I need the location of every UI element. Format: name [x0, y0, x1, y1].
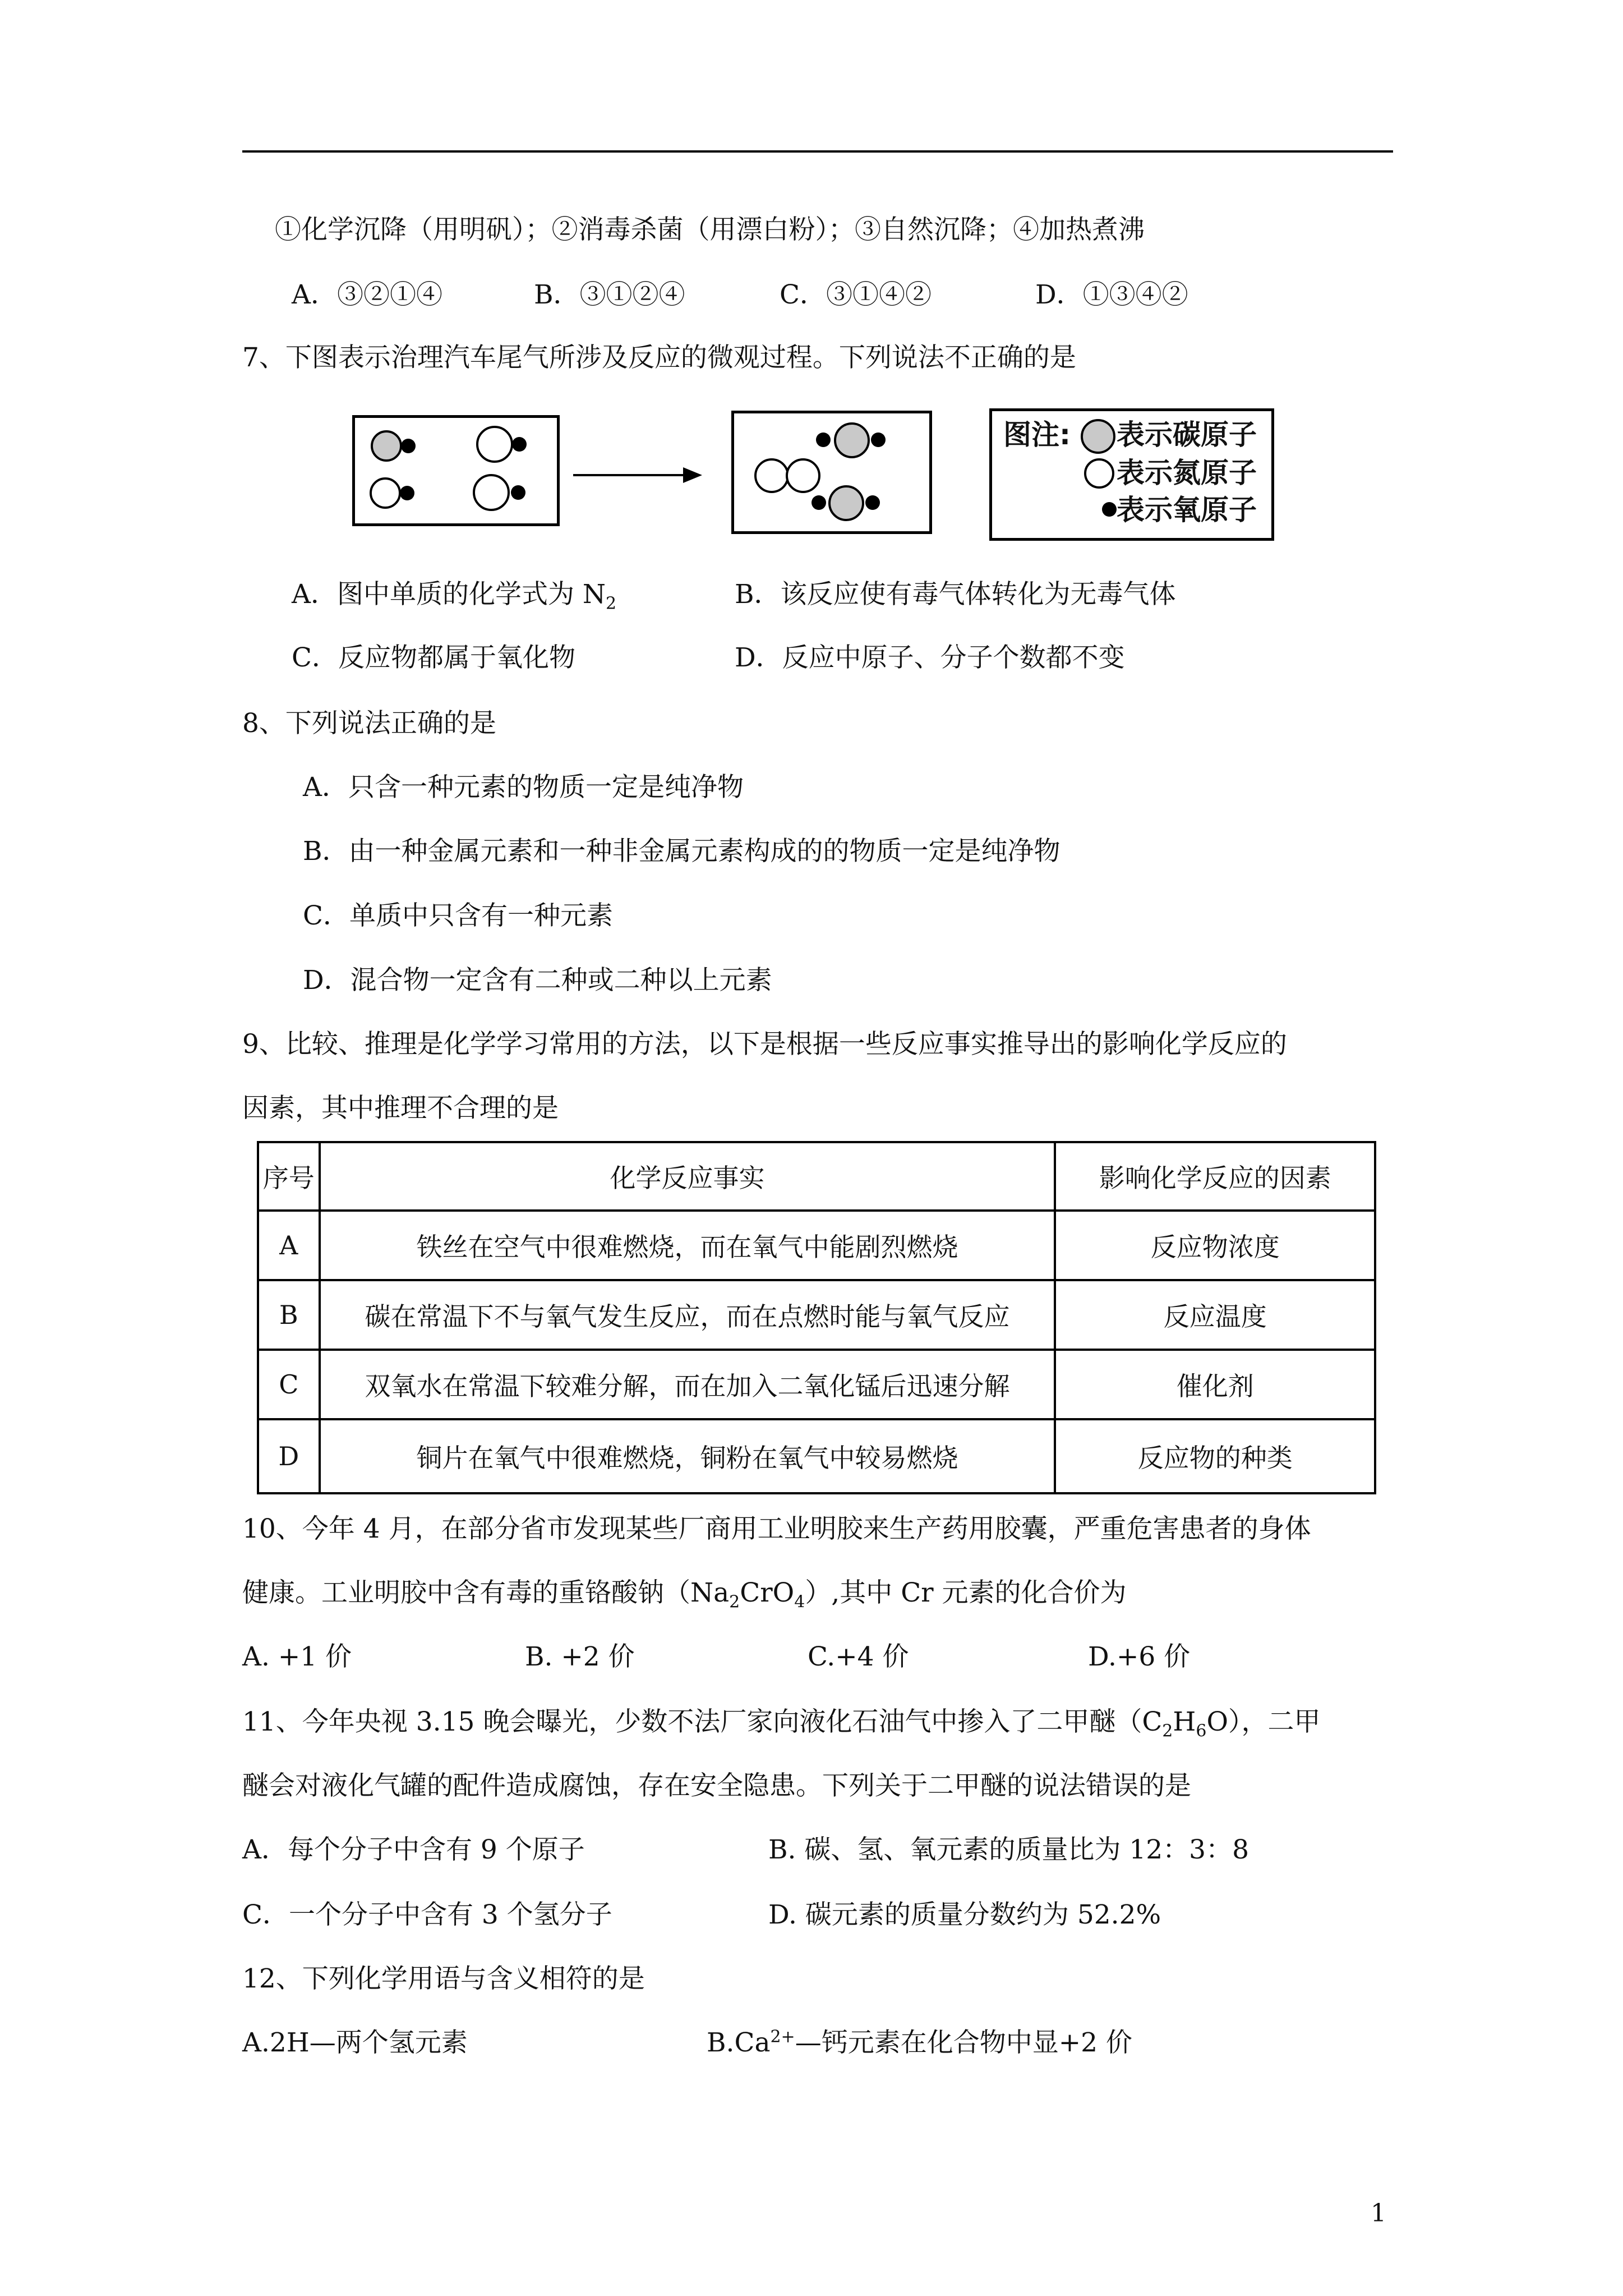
nitrogen-atom	[786, 458, 820, 493]
q9-stem-line2: 因素，其中推理不合理的是	[242, 1093, 559, 1124]
carbon-atom	[828, 485, 864, 521]
q8-stem: 8、下列说法正确的是	[242, 708, 496, 739]
q7-option-c: C．反应物都属于氧化物	[292, 642, 575, 673]
legend-carbon-label: 表示碳原子	[1117, 418, 1257, 451]
header-factor: 影响化学反应的因素	[1055, 1142, 1375, 1211]
q12-option-b: $B.Ca^{2+}—$钙元素在化合物中显+2 价	[707, 2027, 1132, 2058]
legend-oxygen-label: 表示氧原子	[1117, 494, 1257, 526]
carbon-atom	[834, 422, 870, 458]
q10-option-b: B. +2 价	[525, 1641, 635, 1672]
nitrogen-atom	[473, 474, 510, 511]
q10-stem-line1: 10、今年 4 月，在部分省市发现某些厂商用工业明胶来生产药用胶囊，严重危害患者的身体	[242, 1513, 1311, 1544]
row-factor: 反应物浓度	[1055, 1211, 1375, 1280]
q12-option-a: A.2H—两个氢元素	[242, 2027, 468, 2058]
q8-option-a: A．只含一种元素的物质一定是纯净物	[303, 772, 744, 803]
q10-option-a: A. +1 价	[242, 1641, 352, 1672]
q9-stem-line1: 9、比较、推理是化学学习常用的方法，以下是根据一些反应事实推导出的影响化学反应的	[242, 1029, 1287, 1060]
q6-option-c: C．③①④②	[780, 279, 932, 310]
legend-title: 图注:	[1003, 418, 1071, 451]
table-row	[258, 1419, 1375, 1493]
legend-carbon-atom	[1081, 419, 1115, 454]
row-factor: 催化剂	[1055, 1350, 1375, 1419]
q11-option-d: D. 碳元素的质量分数约为 52.2%	[768, 1899, 1161, 1930]
q8-option-c: C．单质中只含有一种元素	[303, 900, 613, 931]
table-row	[258, 1211, 1375, 1280]
q11-option-a: A．每个分子中含有 9 个原子	[242, 1834, 585, 1865]
row-factor: 反应物的种类	[1055, 1419, 1375, 1493]
row-seq: D	[258, 1419, 320, 1493]
header-rule	[242, 150, 1393, 153]
legend-box	[989, 408, 1274, 541]
row-fact: 铜片在氧气中很难燃烧，铜粉在氧气中较易燃烧	[320, 1419, 1055, 1493]
q8-option-d: D．混合物一定含有二种或二种以上元素	[303, 965, 772, 996]
oxygen-atom	[511, 485, 525, 500]
q8-option-b: B．由一种金属元素和一种非金属元素构成的的物质一定是纯净物	[303, 836, 1061, 867]
oxygen-atom	[400, 486, 414, 500]
header-seq: 序号	[258, 1142, 320, 1211]
table-header-row	[258, 1142, 1375, 1211]
oxygen-atom	[811, 495, 826, 510]
q11-option-b: B. 碳、氢、氧元素的质量比为 12：3：8	[768, 1834, 1249, 1865]
reaction-arrow	[573, 474, 685, 476]
row-fact: 铁丝在空气中很难燃烧，而在氧气中能剧烈燃烧	[320, 1211, 1055, 1280]
nitrogen-atom	[476, 426, 513, 463]
legend-nitrogen-label: 表示氮原子	[1117, 457, 1257, 489]
nitrogen-atom	[370, 477, 401, 509]
nitrogen-atom	[754, 458, 789, 493]
row-seq: C	[258, 1350, 320, 1419]
page-number: 1	[1371, 2199, 1386, 2228]
row-fact: 碳在常温下不与氧气发生反应，而在点燃时能与氧气反应	[320, 1280, 1055, 1350]
legend-nitrogen-atom	[1084, 458, 1114, 489]
q10-option-d: D.+6 价	[1088, 1641, 1191, 1672]
table-row	[258, 1280, 1375, 1350]
table-row	[258, 1350, 1375, 1419]
reactants-box	[352, 415, 560, 526]
q7-option-d: D．反应中原子、分子个数都不变	[735, 642, 1125, 673]
row-factor: 反应温度	[1055, 1280, 1375, 1350]
q6-option-a: A．③②①④	[292, 279, 442, 310]
row-seq: B	[258, 1280, 320, 1350]
q11-stem-line2: 醚会对液化气罐的配件造成腐蚀，存在安全隐患。下列关于二甲醚的说法错误的是	[242, 1770, 1191, 1801]
q11-option-c: C．一个分子中含有 3 个氢分子	[242, 1899, 612, 1930]
reaction-factors-table	[257, 1141, 1376, 1494]
q6-option-d: D．①③④②	[1035, 279, 1188, 310]
q7-stem: 7、下图表示治理汽车尾气所涉及反应的微观过程。下列说法不正确的是	[242, 342, 1076, 373]
q11-stem-line1: 11、今年央视 3.15 晚会曝光，少数不法厂家向液化石油气中掺入了二甲醚$(C_2H_6O)$，二甲	[242, 1706, 1321, 1741]
oxygen-atom	[865, 495, 880, 510]
row-seq: A	[258, 1211, 320, 1280]
legend-oxygen-atom	[1102, 502, 1117, 517]
header-fact: 化学反应事实	[320, 1142, 1055, 1211]
oxygen-atom	[871, 432, 886, 447]
q10-stem-line2: 健康。工业明胶中含有毒的重铬酸钠$(Na_2CrO_4)$,其中 Cr 元素的化合价为	[242, 1577, 1127, 1612]
q7-option-a: A．图中单质的化学式为 $N_2$	[292, 579, 617, 614]
row-fact: 双氧水在常温下较难分解，而在加入二氧化锰后迅速分解	[320, 1350, 1055, 1419]
q6-option-b: B．③①②④	[534, 279, 685, 310]
carbon-atom	[371, 430, 402, 462]
products-box	[731, 411, 932, 534]
arrow-head-icon	[683, 467, 702, 483]
q7-option-b: B．该反应使有毒气体转化为无毒气体	[735, 579, 1176, 610]
q6-options-line: ①化学沉降（用明矾）；②消毒杀菌（用漂白粉）；③自然沉降；④加热煮沸	[275, 214, 1145, 245]
q12-stem: 12、下列化学用语与含义相符的是	[242, 1963, 645, 1994]
oxygen-atom	[816, 432, 831, 447]
q10-option-c: C.+4 价	[808, 1641, 909, 1672]
oxygen-atom	[512, 437, 527, 452]
oxygen-atom	[401, 439, 416, 453]
